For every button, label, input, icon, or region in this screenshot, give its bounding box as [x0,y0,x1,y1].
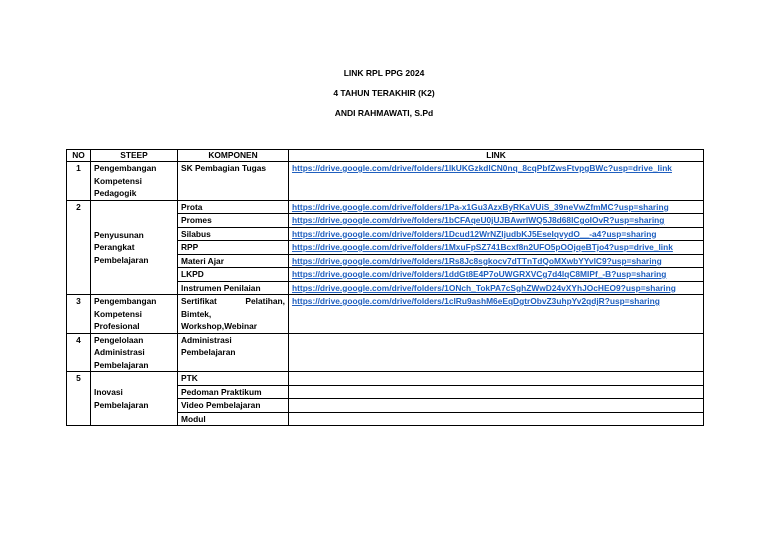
komponen-cell: Silabus [178,227,289,241]
steep-cell: Pengembangan Kompetensi Profesional [91,295,178,334]
table-row [67,333,704,372]
drive-link[interactable]: https://drive.google.com/drive/folders/1bCFAqeU0jUJBAwrlWQ5J8d68lCgoIOvR?usp=sharing [292,215,665,225]
link-cell [289,333,704,372]
drive-link[interactable]: https://drive.google.com/drive/folders/1lkUKGzkdlCN0nq_8cqPbfZwsFtvpgBWc?usp=drive_link [292,163,672,173]
link-cell [289,214,704,228]
komponen-cell: Administrasi Pembelajaran [178,333,289,372]
author-name: ANDI RAHMAWATI, S.Pd [334,108,434,118]
drive-link[interactable]: https://drive.google.com/drive/folders/1ddGt8E4P7oUWGRXVCg7d4lqC8MIPf_-B?usp=sharing [292,269,667,279]
steep-cell: Pengembangan Kompetensi Pedagogik [91,162,178,201]
column-header-komponen: KOMPONEN [178,150,289,162]
link-cell [289,385,704,399]
link-cell [289,295,704,334]
row-number: 1 [67,162,91,201]
komponen-cell: PTK [178,372,289,386]
link-cell [289,227,704,241]
column-header-link: LINK [289,150,704,162]
komponen-cell: Video Pembelajaran [178,399,289,413]
link-cell [289,268,704,282]
komponen-cell: Promes [178,214,289,228]
row-number: 2 [67,200,91,295]
link-cell [289,281,704,295]
link-cell [289,412,704,426]
link-cell [289,372,704,386]
drive-link[interactable]: https://drive.google.com/drive/folders/1Dcud12WrNZljudbKJ5EseIqvydO__-a4?usp=sharing [292,228,657,239]
row-number: 3 [67,295,91,334]
komponen-cell: Prota [178,200,289,214]
komponen-cell: Sertifikat Pelatihan, Bimtek, Workshop,Webinar [178,295,289,334]
drive-link[interactable]: https://drive.google.com/drive/folders/1Pa-x1Gu3AzxByRKaVUiS_39neVwZfmMC?usp=sharing [292,201,669,212]
steep-cell: Inovasi Pembelajaran [91,372,178,426]
komponen-cell: RPP [178,241,289,255]
table-row [67,200,704,214]
link-cell [289,254,704,268]
row-number: 5 [67,372,91,426]
steep-cell: Penyusunan Perangkat Pembelajaran [91,200,178,295]
column-header-steep: STEEP [91,150,178,162]
komponen-cell: Materi Ajar [178,254,289,268]
komponen-cell: LKPD [178,268,289,282]
komponen-cell: Pedoman Praktikum [178,385,289,399]
table-row [67,372,704,386]
link-table [66,149,704,426]
column-header-no: NO [67,150,91,162]
drive-link[interactable]: https://drive.google.com/drive/folders/1MxuFpSZ741Bcxf8n2UFO5pOOjqeBTjo4?usp=drive_link [292,242,673,252]
row-number: 4 [67,333,91,372]
link-cell [289,399,704,413]
drive-link[interactable]: https://drive.google.com/drive/folders/1ONch_TokPA7cSghZWwD24vXYhJOcHEO9?usp=sharing [292,282,676,293]
link-cell [289,200,704,214]
komponen-cell: Modul [178,412,289,426]
drive-link[interactable]: https://drive.google.com/drive/folders/1clRu9ashM6eEqDgtrObvZ3uhpYv2qdjR?usp=sharing [292,296,660,306]
link-cell [289,162,704,201]
steep-cell: Pengelolaan Administrasi Pembelajaran [91,333,178,372]
document-title: LINK RPL PPG 2024 [343,68,425,78]
table-row [67,162,704,201]
drive-link[interactable]: https://drive.google.com/drive/folders/1Rs8Jc8sgkocv7dTTnTdQoMXwbYYvlC9?usp=sharing [292,255,662,266]
link-cell [289,241,704,255]
table-row [67,295,704,334]
komponen-cell: Instrumen Penilaian [178,281,289,295]
table-header-row [67,150,704,162]
document-subtitle: 4 TAHUN TERAKHIR (K2) [333,88,435,98]
komponen-cell: SK Pembagian Tugas [178,162,289,201]
